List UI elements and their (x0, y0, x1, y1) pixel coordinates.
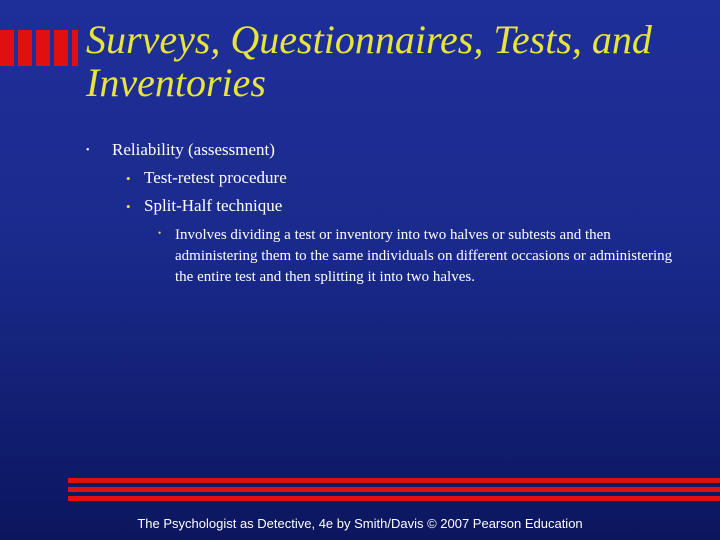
bullet-level1: Reliability (assessment) (112, 140, 275, 159)
bullet-level2-item: Split-Half technique (144, 196, 283, 215)
slide-title: Surveys, Questionnaires, Tests, and Inventories (86, 17, 652, 105)
bullet-level3-marker: • (158, 228, 162, 238)
bullet-level2-marker: • (126, 199, 131, 214)
bullet-level1-marker: • (86, 145, 90, 156)
bullet-level3: Involves dividing a test or inventory into two halves or subtests and then administering them to the same individuals on different occasions or administering the entire test and then splitting it into two halves. (175, 227, 673, 285)
bullet-level2-marker: • (126, 171, 131, 186)
red-stripe-logo (0, 30, 80, 66)
red-stripe-footer-bar (68, 478, 720, 508)
bullet-level2-item: Test-retest procedure (144, 168, 287, 187)
slide-footer: The Psychologist as Detective, 4e by Smith/Davis © 2007 Pearson Education (137, 516, 583, 531)
